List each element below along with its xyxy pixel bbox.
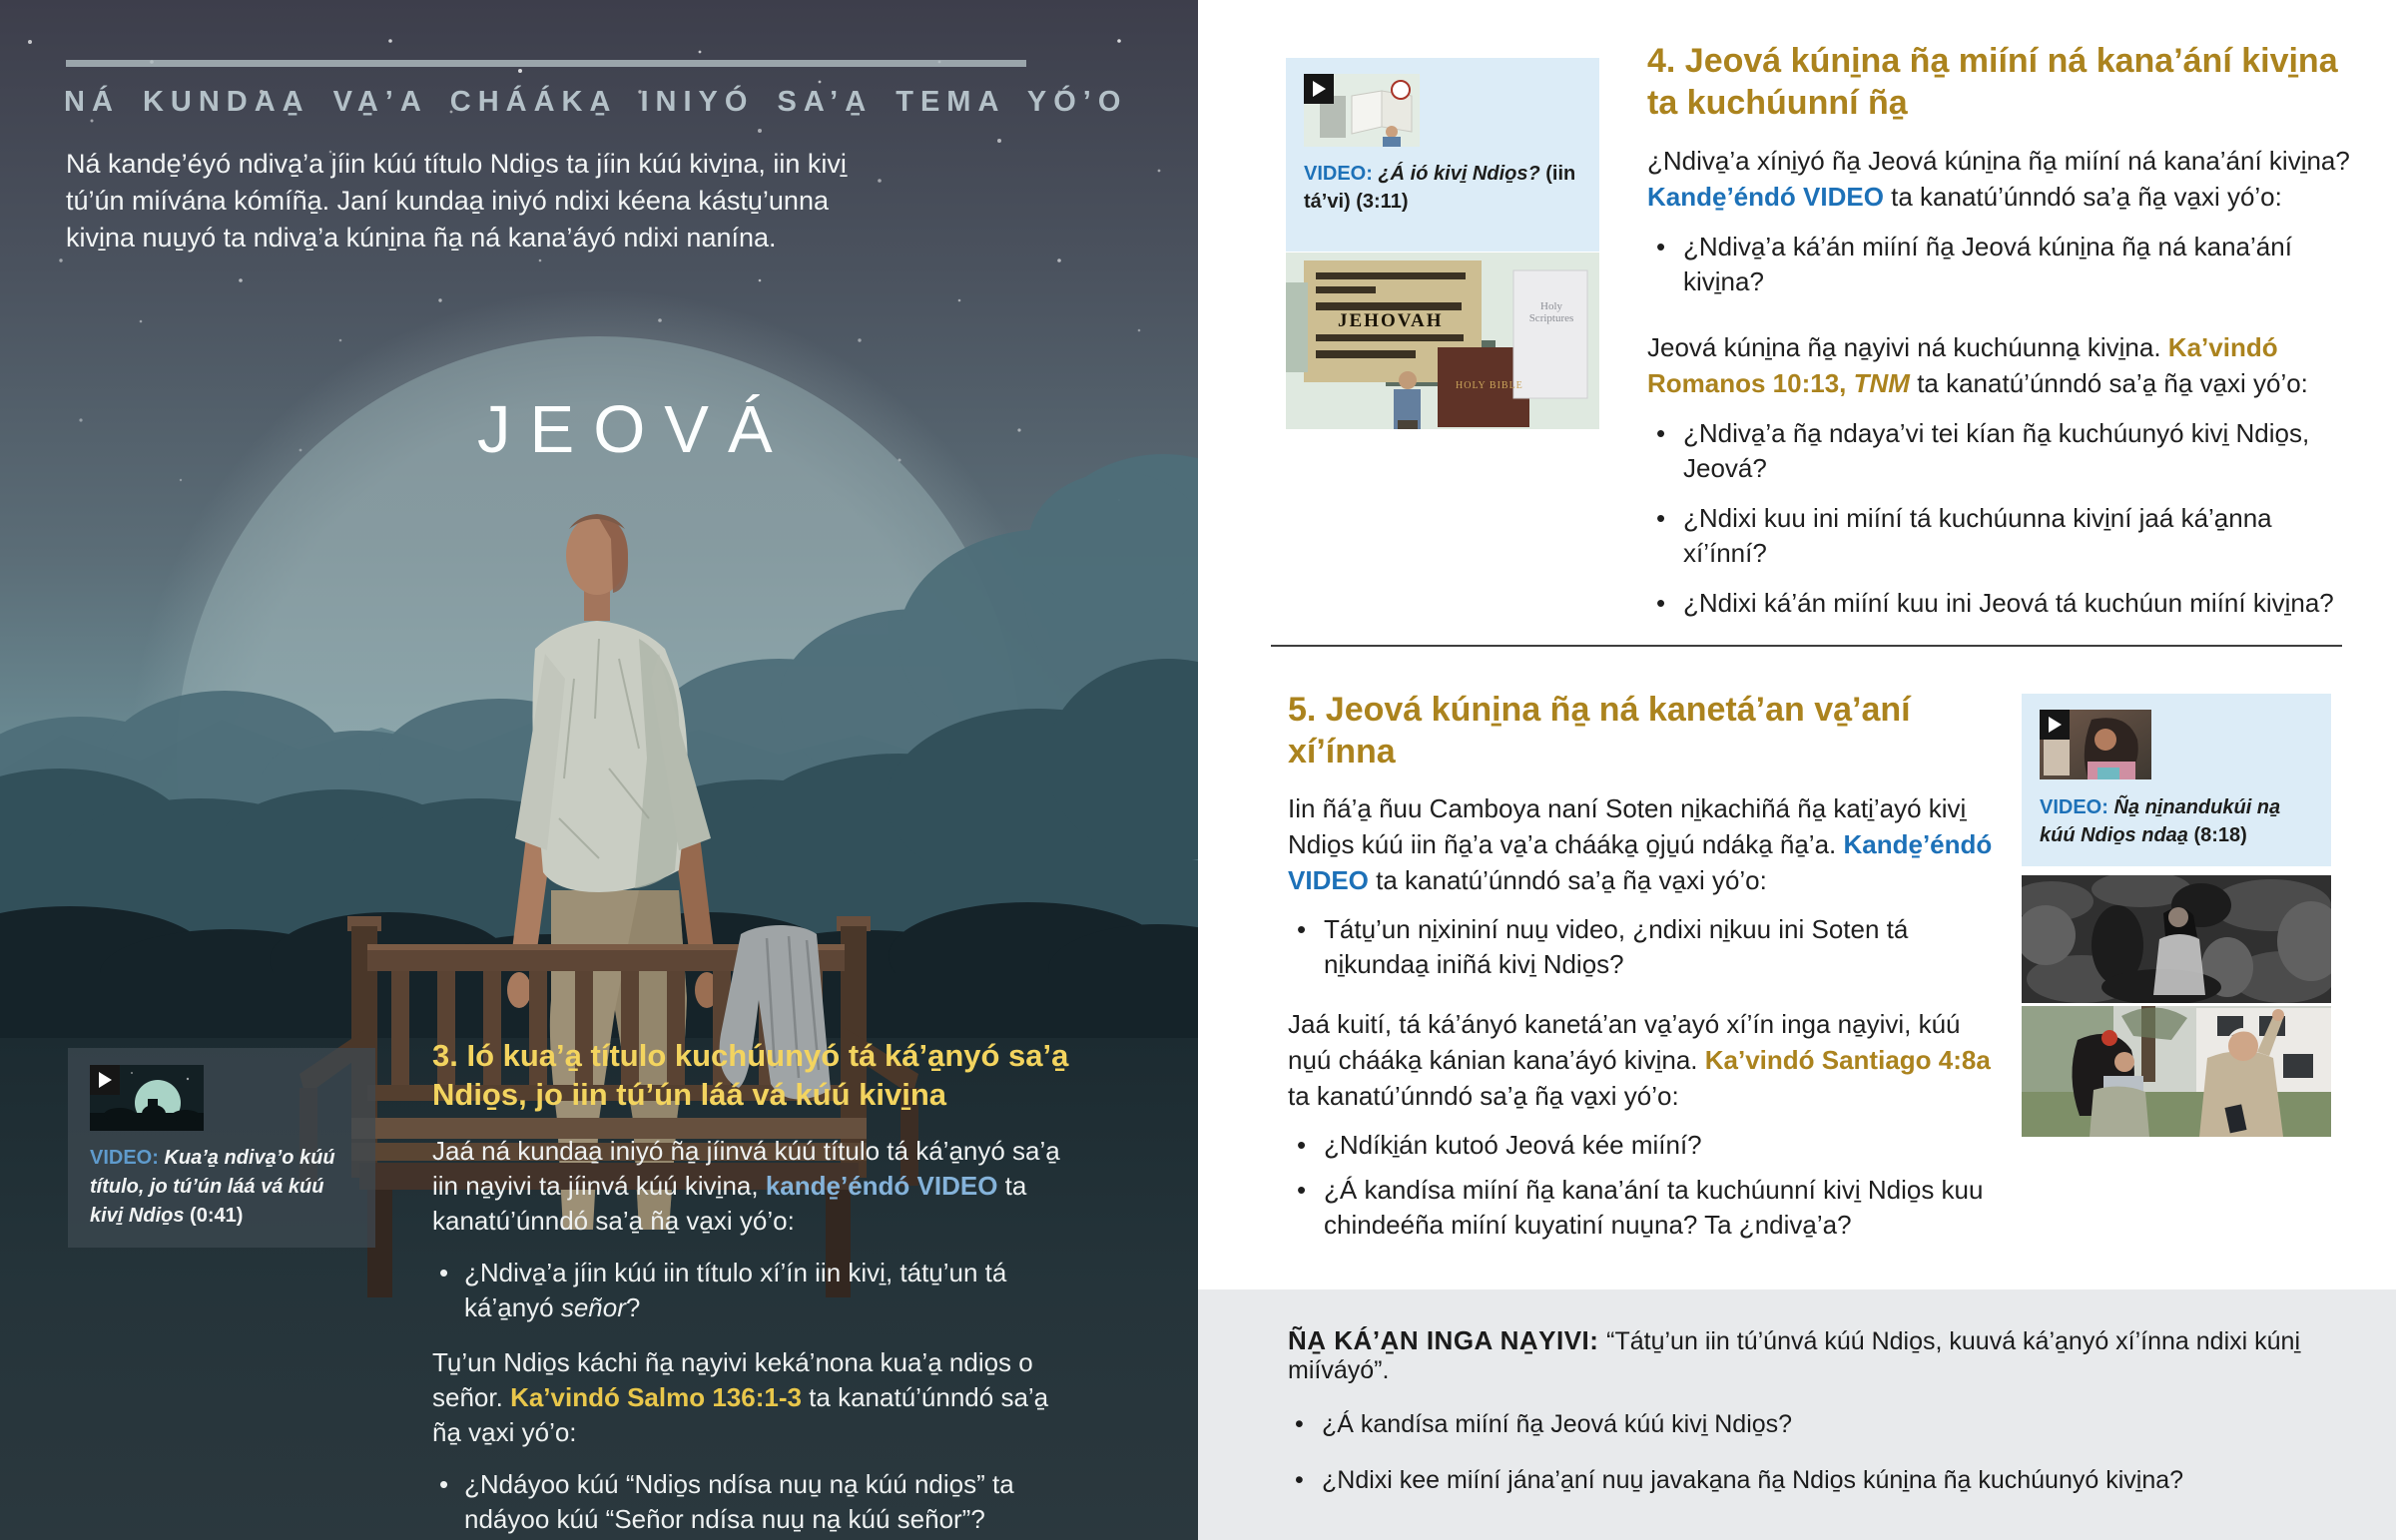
photo-jehovah-bibles — [1286, 253, 1599, 429]
section-4-paragraph-1: ¿Ndiva̱’a xíni̱yó ña̱ Jeová kúni̱na ña̱ miíní ná kana’ání kivi̱na? Kande̱’éndó VIDEO ta kanatú’únndó sa’a̱ ña̱ va̱xi yó’o: — [1647, 146, 2350, 212]
video-label: VIDEO: — [2040, 796, 2108, 818]
study-page — [1198, 0, 2396, 1540]
section-4-bullet-4: • ¿Ndixi ká’án miíní kuu ini Jeová tá kuchúun miíní kivi̱na? — [1647, 586, 2352, 621]
section-5-paragraph-2: Jaá kuití, tá ká’ányó kanetá’an va̱’ayó xí’ín inga na̱yivi, kúú nu̱ú chááka̱ kánian kana’áyó kivi̱na. Ka’vindó Santiago 4:8a ta kanatú’únndó sa’a̱ ña̱ va̱xi yó’o: — [1288, 1009, 1991, 1111]
video-box-section-5 — [2022, 694, 2331, 866]
section-5-bullet-2: • ¿Ndíki̱án kutoó Jeová kée miíní? — [1288, 1128, 1997, 1163]
photo-text-scriptures: Holy Scriptures — [1528, 300, 1574, 324]
video-label: VIDEO: — [1304, 163, 1373, 185]
lesson-intro: Ná kande̱’éyó ndiva̱’a jíin kúú título Ndio̱s ta jíin kúú kivi̱na, iin kivi̱ tú’ún miívána kómíña̱. Janí kundaa̱ iniyó ndixi kéena kástu̱’unna kivi̱na nuu̱yó ta ndiva̱’a kúni̱na ña̱ ná kana’áyó ndixi nanína. — [66, 149, 847, 253]
section-divider — [1271, 645, 2342, 647]
video-card-title-video — [68, 1048, 375, 1248]
section-4-paragraph-2: Jeová kúni̱na ña̱ na̱yivi ná kuchúunna̱ kivi̱na. Ka’vindó Romanos 10:13, TNM ta kanatú’únndó sa’a̱ ña̱ va̱xi yó’o: — [1647, 332, 2308, 398]
section-5-heading: 5. Jeová kúni̱na ña̱ ná kanetá’an va̱’aní xí’ínna — [1288, 691, 1911, 770]
play-icon[interactable] — [90, 1065, 120, 1095]
section-4 — [1647, 40, 2352, 621]
section-3 — [432, 1036, 1081, 1537]
section-5-paragraph-1: Iin ñá’a̱ ñuu Camboya naní Soten ni̱kachiñá ña̱ kati̱’ayó kivi̱ Ndio̱s kúú iin ña̱’a va̱’a chááka̱ o̱ju̱ú ndáka̱ ña̱’a. Kande̱’éndó VIDEO ta kanatú’únndó sa’a̱ ña̱ va̱xi yó’o: — [1288, 793, 1993, 895]
lesson-kicker: NÁ KUNDAA̱ VA̱’A CHÁÁKA̱ INIYÓ SA’A̱ TEMA YÓ’O — [64, 86, 1128, 118]
section-4-heading: 4. Jeová kúni̱na ña̱ miíní ná kana’ání kivi̱na ta kuchúunní ña̱ — [1647, 42, 2338, 122]
scripture-link[interactable]: Ka’vindó Santiago 4:8a — [1704, 1045, 1991, 1075]
scripture-link[interactable]: Ka’vindó Romanos 10:13, — [1647, 332, 2278, 398]
kicker-rule — [66, 60, 1026, 67]
photo-witnessing-couple — [2022, 1006, 2331, 1137]
photo-text-jehovah: JEHOVAH — [1338, 310, 1444, 331]
others-say-bullet-2: • ¿Ndixi kee miíní jána’a̱ní nuu̱ javaka̱na ña̱ Ndio̱s kúni̱na ña̱ kuchúunyó kivi̱na? — [1288, 1463, 2356, 1497]
section-5-bullet-3: • ¿Á kandísa miíní ña̱ kana’ání ta kuchúunní kivi̱ Ndio̱s kuu chindeéña miíní kuyatiní nuu̱na? Ta ¿ndiva̱’a? — [1288, 1173, 1997, 1243]
video-thumbnail[interactable] — [1304, 74, 1420, 147]
play-icon[interactable] — [2040, 710, 2070, 740]
video-caption: VIDEO: ¿Á ió kivi̱ Ndio̱s? (iin tá’vi) (3:11) — [1304, 163, 1576, 213]
video-caption: VIDEO: Ña̱ ni̱nandukúi na̱ kúú Ndio̱s ndaa̱ (8:18) — [2040, 796, 2281, 846]
others-say-bullet-1: • ¿Á kandísa miíní ña̱ Jeová kúú kivi̱ Ndio̱s? — [1288, 1407, 2356, 1441]
section-4-bullet-1: • ¿Ndiva̱’a ká’án miíní ña̱ Jeová kúni̱na ña̱ ná kana’ání kivi̱na? — [1647, 230, 2352, 299]
video-caption: VIDEO: Kua’a̱ ndiva̱’o kúú título, jo tú’ún láá vá kúú kivi̱ Ndio̱s (0:41) — [90, 1147, 335, 1227]
scripture-link[interactable]: Ka’vindó Salmo 136:1-3 — [510, 1382, 802, 1412]
others-say-line: ÑA̱ KÁ’A̱N INGA NA̱YIVI: “Tátu̱’un iin tú’únvá kúú Ndio̱s, kuuvá ká’a̱nyó xí’ínna ndixi kúni̱ miíváyó”. — [1288, 1325, 2300, 1384]
video-link[interactable]: Kande̱’éndó VIDEO — [1647, 182, 1884, 212]
others-say-title: ÑA̱ KÁ’A̱N INGA NA̱YIVI: — [1288, 1325, 1607, 1355]
section-3-bullet-1: • ¿Ndiva̱’a jíin kúú iin título xí’ín iin kivi̱, tátu̱’un tá ká’a̱nyó señor? — [432, 1256, 1081, 1325]
section-3-bullet-2: • ¿Ndáyoo kúú “Ndio̱s ndísa nuu̱ na̱ kúú ndio̱s” ta ndáyoo kúú “Señor ndísa nuu̱ na̱ kúú señor”? — [432, 1467, 1081, 1537]
video-link[interactable]: kande̱’éndó VIDEO — [765, 1171, 998, 1201]
section-4-bullet-2: • ¿Ndiva̱’a ña̱ ndaya’vi tei kían ña̱ kuchúunyó kivi̱ Ndio̱s, Jeová? — [1647, 416, 2352, 486]
photo-text-holy-bible: HOLY BIBLE — [1456, 380, 1523, 391]
what-others-say-section — [1198, 1289, 2396, 1540]
scripture-link-edition[interactable]: TNM — [1853, 368, 1910, 398]
section-5-bullet-1: • Tátu̱’un ni̱xininí nuu̱ video, ¿ndixi ni̱kuu ini Soten tá ni̱kundaa̱ iniñá kivi̱ Ndio̱s? — [1288, 912, 1997, 982]
section-3-paragraph-2: Tu̱’un Ndio̱s káchi ña̱ na̱yivi keká’nona kua’a̱ ndio̱s o señor. Ka’vindó Salmo 136:1-3 ta kanatú’únndó sa’a̱ ña̱ va̱xi yó’o: — [432, 1347, 1049, 1447]
section-5 — [1288, 689, 1997, 1243]
video-box-section-4 — [1286, 58, 1599, 252]
section-4-bullet-3: • ¿Ndixi kuu ini miíní tá kuchúunna kivi̱ní jaá ká’a̱nna xí’ínní? — [1647, 501, 2352, 571]
video-link[interactable]: Kande̱’éndó VIDEO — [1288, 829, 1993, 895]
video-thumbnail[interactable] — [90, 1065, 204, 1131]
video-label: VIDEO: — [90, 1147, 159, 1169]
photo-woman-jungle-bw — [2022, 875, 2331, 1003]
video-thumbnail[interactable] — [2040, 710, 2151, 779]
section-3-heading: 3. Ió kua’a̱ título kuchúunyó tá ká’a̱nyó sa’a̱ Ndio̱s, jo iin tú’ún láá vá kúú kivi̱na — [432, 1038, 1069, 1112]
play-icon[interactable] — [1304, 74, 1334, 104]
section-3-paragraph-1: Jaá ná kundaa̱ iniyó ña̱ jíinvá kúú título tá ká’a̱nyó sa’a̱ iin na̱yivi ta jíinvá kúú kivi̱na, kande̱’éndó VIDEO ta kanatú’únndó sa’a̱ ña̱ va̱xi yó’o: — [432, 1136, 1060, 1236]
page-title: JEOVÁ — [477, 392, 792, 467]
